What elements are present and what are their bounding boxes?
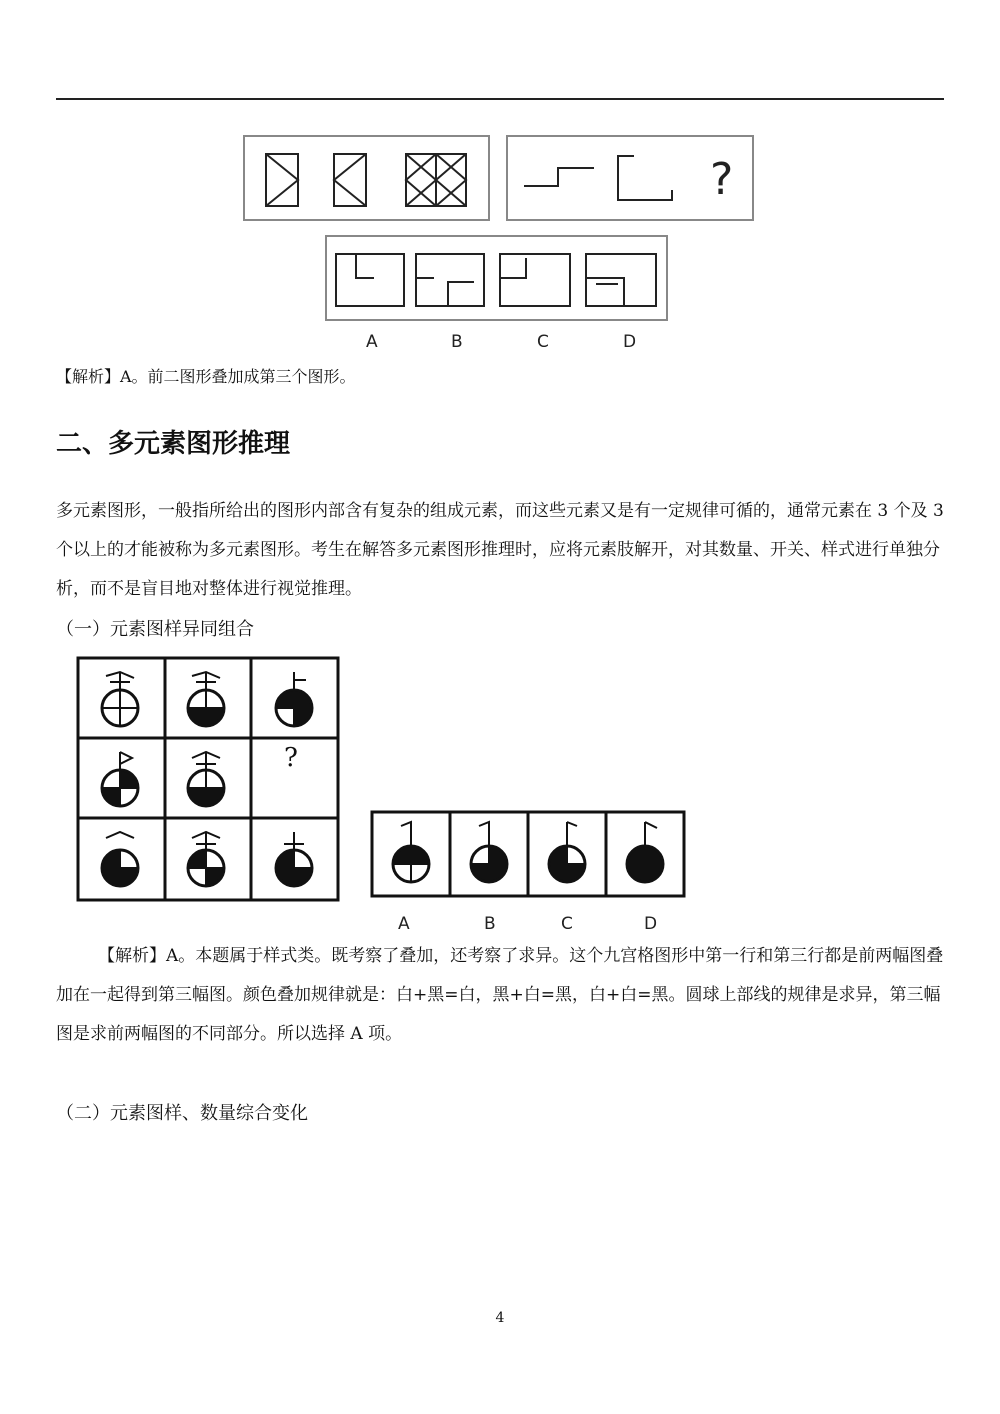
question-mark: ?: [710, 154, 734, 205]
grid-cell-3-3: [276, 832, 312, 886]
grid-option-label-a: A: [398, 914, 410, 934]
subheading-1: （一）元素图样异同组合: [56, 619, 254, 640]
option-label-d: D: [623, 332, 637, 352]
grid-option-d: [627, 822, 663, 882]
grid-cell-2-1: [102, 752, 138, 806]
analysis-1: 【解析】A。前二图形叠加成第三个图形。: [56, 367, 356, 386]
figure-overlay-puzzle: [240, 132, 760, 354]
grid-cell-1-3: [276, 672, 312, 726]
intro-paragraph: 多元素图形，一般指所给出的图形内部含有复杂的组成元素，而这些元素又是有一定规律可循的，通常元素在 3 个及 3 个以上的才能被称为多元素图形。考生在解答多元素图形推理时，应将元素肢解开，对其数量、开关、样式进行单独分析，而不是盲目地对整体进行视觉推理。: [56, 501, 944, 599]
grid-cell-1-1: [102, 672, 138, 726]
option-label-a: A: [366, 332, 378, 352]
grid-cell-2-2: [188, 752, 224, 806]
grid-cell-1-2: [188, 672, 224, 726]
page-number: 4: [495, 1310, 505, 1326]
option-label-b: B: [451, 332, 463, 352]
option-label-c: C: [537, 332, 549, 352]
grid-option-label-b: B: [484, 914, 496, 934]
shape-bracket: [618, 156, 672, 200]
grid-cell-3-2: [188, 832, 224, 886]
figure-nine-grid: [70, 650, 700, 940]
grid-option-a: [393, 822, 429, 882]
option-d-shape: [586, 254, 656, 306]
section-heading: 二、多元素图形推理: [56, 429, 291, 459]
shape-rect-left-chevron: [334, 154, 366, 206]
grid-cell-3-1: [102, 832, 138, 886]
grid-option-c: [549, 822, 585, 882]
shape-step-line: [524, 168, 594, 186]
subheading-2: （二）元素图样、数量综合变化: [56, 1103, 308, 1124]
shape-rect-diamond: [406, 154, 466, 206]
option-b-shape: [416, 254, 484, 306]
grid-question-mark: ?: [284, 743, 298, 773]
analysis-2: 【解析】A。本题属于样式类。既考察了叠加，还考察了求异。这个九宫格图形中第一行和第三行都是前两幅图叠加在一起得到第三幅图。颜色叠加规律就是：白+黑=白，黑+白=黑，白+白=黑。圆球上部线的规律是求异，第三幅图是求前两幅图的不同部分。所以选择 A 项。: [56, 946, 944, 1044]
shape-rect-right-chevron: [266, 154, 298, 206]
header-rule: [56, 98, 944, 100]
grid-option-label-d: D: [644, 914, 658, 934]
grid-option-b: [471, 822, 507, 882]
grid-option-label-c: C: [561, 914, 573, 934]
option-c-shape: [500, 254, 570, 306]
option-a-shape: [336, 254, 404, 306]
